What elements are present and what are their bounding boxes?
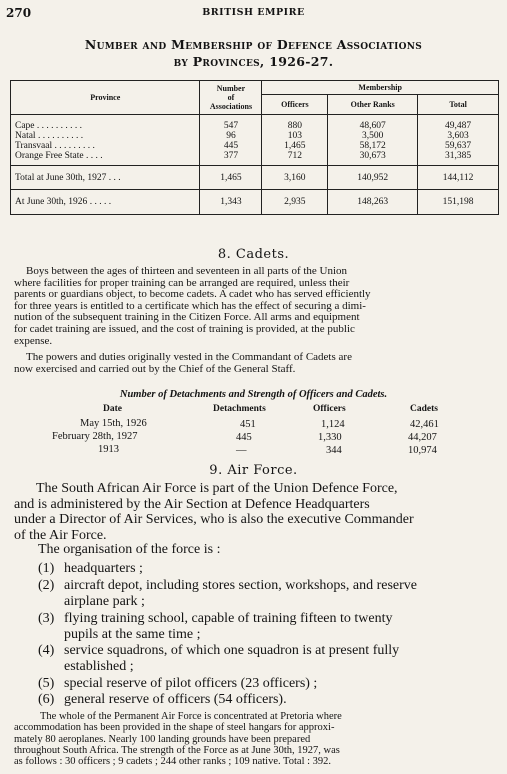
- cadets-col-date: Date: [103, 404, 122, 414]
- air-force-strength-paragraph: The whole of the Permanent Air Force is concentrated at Pretoria where accommodation has been provided in the shape of steel hangars for approxi- mately 80 aeroplanes. Nearly 100 landing grounds have been prepared throughout South Africa. The strength of the Force as at June 30th, 1927, was as follows : 30 officers ; 9 cadets ; 244 other ranks ; 109 native. Total : 392.: [14, 711, 342, 768]
- header-number-of-associations: Number of Associations: [200, 81, 262, 115]
- cadets-heading: 8. Cadets.: [217, 247, 290, 262]
- air-force-organisation-intro: The organisation of the force is :: [38, 542, 221, 557]
- cadets-col-officers: Officers: [313, 404, 346, 414]
- table-total-row: At June 30th, 1926 . . . . . 1,343 2,935 148,263 151,198: [11, 190, 499, 215]
- table-total-row: Total at June 30th, 1927 . . . 1,465 3,160 140,952 144,112: [11, 166, 499, 190]
- air-force-heading: 9. Air Force.: [209, 463, 298, 478]
- cadets-paragraph-2: The powers and duties originally vested in the Commandant of Cadets are now exercised and carried out by the Chief of the General Staff.: [14, 351, 352, 375]
- air-force-paragraph: The South African Air Force is part of the Union Defence Force, and is administered by the Air Section at Defence Headquarters under a Director of Air Services, who is also the executive Commander of the Air Force.: [14, 481, 414, 543]
- header-membership: Membership: [262, 81, 499, 95]
- table-title-line-1: Number and Membership of Defence Associations: [84, 37, 423, 52]
- header-officers: Officers: [262, 95, 328, 115]
- header-other-ranks: Other Ranks: [328, 95, 418, 115]
- table-row: Natal . . . . . . . . . . 96 103 3,500 3,603: [11, 131, 499, 141]
- cadets-table-title: Number of Detachments and Strength of Officers and Cadets.: [119, 389, 388, 400]
- page-number: 270: [6, 6, 32, 20]
- defence-associations-table: [10, 80, 499, 215]
- running-title: BRITISH EMPIRE: [202, 7, 305, 18]
- table-row: Transvaal . . . . . . . . . 445 1,465 58,172 59,637: [11, 141, 499, 151]
- header-total: Total: [418, 95, 499, 115]
- cadets-col-cadets: Cadets: [410, 404, 438, 414]
- cadets-col-detachments: Detachments: [213, 404, 266, 414]
- cadets-paragraph-1: Boys between the ages of thirteen and seventeen in all parts of the Union where facilities for proper training can be arranged are required, unless their parents or guardians object, to become cadets. A cadet who has served efficiently for three years is entitled to a certificate which has the effect of securing a dimi- nution of the subsequent training in the Citizen Force. All arms and equipment for cadet training are issued, and the cost of training is provided, at the public expense.: [14, 265, 371, 347]
- table-row: Cape . . . . . . . . . . 547 880 48,607 49,487: [11, 121, 499, 131]
- document-page: 270 BRITISH EMPIRE Number and Membership of Defence Associations by Provinces, 1926-27. Province Number of Associations Membership Officers Other Ranks Total Cape . . . . . . . . . . 547 880 48,607 49,487 Natal . . . . . . . . . . 96 103 3,500 3,603 Transvaal . . . . . . . . . 445 1,465 58,172 59,637 Orange Free State . . . . 377 712 30,673 31,385 Total at June 30th, 1927 . . . 1,465 3,160 140,952 144,112 At June 30th, 1926 . . . . . 1,343 2,935 148,263 151,198 8. Cadets. Boys between the ages of thirteen and seventeen in all parts of the Union where facilities for proper training can be arranged are required, unless their parents or guardians object, to become cadets. A cadet who has served efficiently for three years is entitled to a certificate which has the effect of securing a dimi- nution of the subsequent training in the Citizen Force. All arms and equipment for cadet training are issued, and the cost of training is provided, at the public expense. The powers and duties originally vested in the Commandant of Cadets are now exercised and carried out by the Chief of the General Staff. Number of Detachments and Strength of Officers and Cadets. Date Detachments Officers Cadets May 15th, 1926 451 1,124 42,461 February 28th, 1927 445 1,330 44,207 1913 — 344 10,974 9. Air Force. The South African Air Force is part of the Union Defence Force, and is administered by the Air Section at Defence Headquarters under a Director of Air Services, who is also the executive Commander of the Air Force. The organisation of the force is : (1) headquarters ; (2) aircraft depot, including stores section, workshops, and reserve airplane park ; (3) flying training school, capable of training fifteen to twenty pupils at the same time ; (4) service squadrons, of which one squadron is at present fully established ; (5) special reserve of pilot officers (23 officers) ; (6) general reserve of officers (54 officers). The whole of the Permanent Air Force is concentrated at Pretoria where accommodation has been provided in the shape of steel hangars for approxi- mately 80 aeroplanes. Nearly 100 landing grounds have been prepared throughout South Africa. The strength of the Force as at June 30th, 1927, was as follows : 30 officers ; 9 cadets ; 244 other ranks ; 109 native. Total : 392.: [0, 0, 507, 774]
- header-province: Province: [11, 81, 200, 115]
- table-title-line-2: by Provinces, 1926-27.: [173, 54, 334, 69]
- table-row: Orange Free State . . . . 377 712 30,673 31,385: [11, 151, 499, 161]
